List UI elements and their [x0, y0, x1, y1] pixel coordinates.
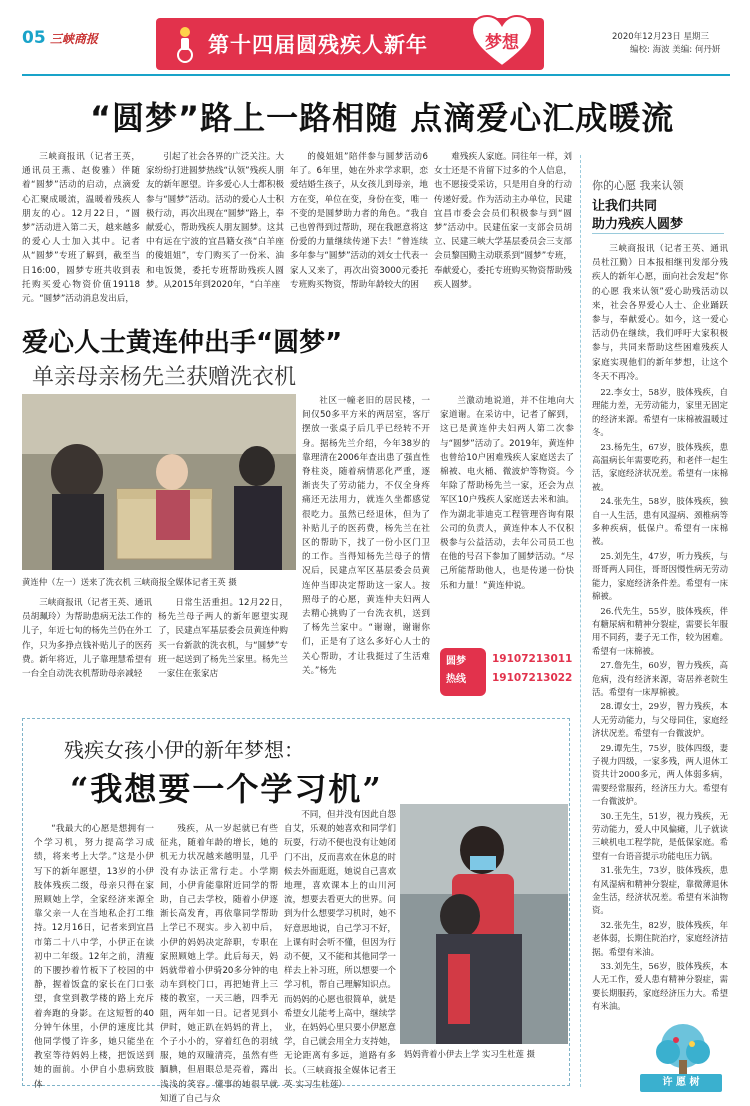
photo-caption-story3: 妈妈背着小伊去上学 实习生杜莲 摄 [404, 1049, 535, 1059]
hotline-label-1: 圆梦 [446, 656, 466, 667]
story2-column-1: 三峡商报讯（记者王英、通讯员胡珮玲）为帮助患病无法工作的儿子，年近七旬的杨先兰仍在外工作，只为多挣点钱补贴儿子的医药费。新年将近，儿子靠理慧希望有一台全自动洗衣机帮助母亲减轻 [22, 598, 152, 680]
subheadline-story2: 单亲母亲杨先兰获赠洗衣机 [32, 365, 297, 390]
story3-column-2: 残疾，从一岁起就已有些征兆，随着年龄的增长，她的机无力状况越来越明显，几乎没有办法正常行走。小学期间，小伊肯能靠附近同学的帮助，自己去学校，随着小伊逐渐长高发育，再依靠同学帮助上学已不现实。步入初中后，小伊的妈妈决定辞职，专职在家照顾她上学。此后每天，妈妈就带着小伊骑20多分钟的电动车到校门口，再把她背上三楼的教室，一天三趟，四季无阻，两年如一日。记者见到小伊时，她正趴在妈妈的背上，个子小小的，穿着红色的羽绒服，她的双瞳清亮，虽然有些腼腆，但眉眼总是亮着，露出浅浅的笑容。懂事的她很早就知道了自己与众 [160, 824, 278, 1104]
wish-item: 31.张先生，73岁，肢体残疾，患有风湿病和精神分裂症，靠微薄退休金生活，经济状况差。希望有米油物资。 [592, 865, 728, 916]
hotline-number-1: 19107213011 [492, 653, 573, 665]
wish-item: 29.谭先生，75岁，肢体四级，妻子视力四级，一家多残，两人退休工资共计2000多元，两人体弱多病，需要经常服药，经济压力大。希望有一台微波炉。 [592, 742, 728, 807]
mother-carrying-girl-photo [400, 804, 568, 1044]
sidebar-heading-2: 助力残疾人圆梦 [592, 217, 684, 232]
sidebar-heading-1: 让我们共同 [592, 199, 658, 214]
banner-heart-word: 梦想 [485, 33, 519, 53]
wish-item: 33.刘先生，56岁，肢体残疾，本人无工作，爱人患有精神分裂症，需要长期服药，家庭经济压力大。希望有米油。 [592, 961, 728, 1012]
headline-story3: “我想要一个学习机” [70, 770, 383, 808]
issue-date: 2020年12月23日 星期三 [612, 32, 709, 42]
story1-column-1: 三峡商报讯（记者王英，通讯员王燕、赵俊雅）伴随着“圆梦”活动的启动，点滴爱心汇聚成暖流，温暖着残疾人朋友的心。12月22日，“圆梦”活动进入第二天，越来越多的爱心人士加入其中。记者从“圆梦”专班了解到，截至当日16:00，圆梦专班共收到表托购买爱心物资价值19118元。“圆梦”活动消息发出后， [22, 152, 140, 305]
story3-column-3: 不同，但并没有因此自怨自艾，乐观的她喜欢和同学们玩耍，行动不便也没有让她闭门不出，反而喜欢在休息的时候去外面逛逛，她说自己喜欢地理，喜欢课本上的山川河流，想要去看更大的世界。问到为什么想要学习机时，她不好意思地说，自己学习不好，上课有时会听不懂，但因为行动不便，又不能和其他同学一样去上补习班，所以想要一个学习机，帮自己理解知识点。而妈妈的心愿也很简单，就是希望女儿能考上高中，继续学业，在妈妈心里只要小伊愿意学，自己就会用全力支持她，无论距离有多远，道路有多长。（三峡商报全媒体记者王英 实习生杜莲） [284, 810, 396, 1090]
wish-item: 28.谭女士，29岁，智力残疾，本人无劳动能力，与父母同住，家庭经济状况差。希望有一台微波炉。 [592, 701, 728, 739]
banner-title: 第十四届圆残疾人新年 [208, 33, 428, 57]
sidebar-intro: 三峡商报讯（记者王英、通讯员杜江勤）日本报相继刊发部分残疾人的新年心愿，面向社会发起“你的心愿 我来认领”爱心助残活动以来，社会各界爱心人士、企业踊跃参与，奉献爱心。如今，这一爱心活动仍在继续，我们呼吁大家积极参与，共同来帮助这些困难残疾人家庭实现他们的新年梦想，让这个冬天不再冷。 [592, 244, 728, 382]
wish-tree-label: 许 愿 树 [640, 1074, 722, 1092]
washing-machine-photo [22, 394, 296, 570]
story1-column-3: 的傻姐姐”陪伴参与圆梦活动6年了。6年里，她在外求学求职，恋爱结婚生孩子，从女孩儿到母亲，地方在变，单位在变，身份在变，唯一不变的是圆梦助力者的角色。“我自己也曾得到过帮助，现在我愿意将这份爱的力量继续传递下去！”曾连续多年参与“圆梦”活动的刘女士代表一家人又来了，再次出资3000元委托专班购买物资，帮助年龄较大的困 [290, 152, 428, 290]
wish-item: 24.张先生，58岁，肢体残疾，独自一人生活，患有风湿病、颈椎病等多种疾病，低保户。希望有一床棉被。 [592, 496, 728, 547]
kicker-story3: 残疾女孩小伊的新年梦想： [64, 738, 304, 762]
hotline-number-2: 19107213022 [492, 672, 573, 684]
story1-column-2: 引起了社会各界的广泛关注。大家纷纷打进圆梦热线“认领”残疾人朋友的新年愿望。许多爱心人士都积极参与“圆梦”活动。活动的爱心人士积极行动，再次出现在“圆梦”路上，奉献爱心，帮助残疾人朋友圆梦。这其中有远在宁波的宜昌籍女孩“白羊座的傻姐姐”，专门购买了一份米、油和电饭煲，委托专班帮助残疾人圆梦。从2015年到2020年，“白羊座 [146, 152, 284, 290]
newspaper-logo: 三峡商报 [50, 32, 99, 46]
page-number: 05 [22, 28, 46, 48]
wish-item: 30.王先生，51岁，视力残疾，无劳动能力，爱人中风偏瘫，儿子就读三峡机电工程学院，是低保家庭。希望有一台语音提示功能电压力锅。 [592, 810, 728, 861]
wish-item: 25.刘先生，47岁，听力残疾，与哥哥两人同住，哥哥因慢性病无劳动能力，家庭经济条件差。希望有一床棉被。 [592, 550, 728, 602]
photo-caption-story2: 黄连仲（左一）送来了洗衣机 三峡商报全媒体记者王英 摄 [22, 577, 237, 587]
header-divider [22, 74, 730, 76]
sidebar-divider [592, 233, 724, 234]
heart-icon [470, 14, 534, 70]
wish-item: 27.詹先生，60岁，智力残疾，高危病，没有经济来源，寄居养老院生活。希望有一床厚棉被。 [592, 660, 728, 697]
editor-credits: 编校: 海波 美编: 何丹妍 [630, 45, 721, 55]
story2-column-4: 兰激动地说道，并不住地向大家道谢。在采访中，记者了解到，这已是黄连仲夫妇两人第二次参与“圆梦”活动了。2019年，黄连仲也曾给10户困难残疾人家庭送去了棉被、电火桶、微波炉等物资。今年除了帮助杨先兰一家，还会为点军区10户残疾人家庭送去米和油。作为湖北菲迪克工程管理咨询有限公司的负责人，黄连仲本人不仅积极参与公益活动，去年公司员工也在他的号召下参加了圆梦活动。“尽己所能帮助他人，也是传递一份快乐和力量！”黄连仲说。 [440, 396, 574, 591]
story1-column-4: 难残疾人家庭。同往年一样，刘女士还是不肯留下过多的个人信息，也不愿接受采访，只是用自身的行动传递好爱。作为活动主办单位，民建宜昌市委会会员们积极参与到“圆梦”活动中。民建伍家一支部会员胡立、民建三峡大学基层委员会三支部会员黎国勤主动联系到“圆梦”专班，奉献爱心，委托专班购买物资帮助残疾人圆梦。 [434, 152, 572, 290]
wish-item: 23.杨先生，67岁，肢体残疾，患高温病长年需要吃药，和老伴一起生活，家庭经济状况差。希望有一床棉被。 [592, 441, 728, 492]
headline-story2: 爱心人士黄连仲出手“圆梦” [22, 328, 343, 358]
sidebar-kicker: 你的心愿 我来认领 [592, 179, 684, 192]
headline-story1: “圆梦”路上一路相随 点滴爱心汇成暖流 [90, 99, 675, 137]
wish-item: 22.李女士，58岁，肢体残疾，自理能力差，无劳动能力，家里无固定的经济来源。希望有一床棉被温暖过冬。 [592, 387, 728, 438]
wish-item: 26.代先生，55岁，肢体残疾，伴有糖尿病和精神分裂症，需要长年服用不同药，妻子无工作，较为困难。希望有一床棉被。 [592, 605, 728, 656]
wish-item: 32.张先生，82岁，肢体残疾，年老体弱，长期住院治疗，家庭经济拮据。希望有米油。 [592, 919, 728, 957]
story3-column-1: “我最大的心愿是想拥有一个学习机，努力提高学习成绩，将来考上大学。”这是小伊写下的新年愿望，13岁的小伊肢体残疾二级，母亲只得在家照顾她上学，全家经济来源全靠父亲一人在当地私企打工维持。12月16日，记者来到宜昌市第二十八中学，小伊正在读初中二年级。12年之前，清瘦的下腰抄着竹板下了校园的中静，握着饭盒的家长在门口张望，食堂到教学楼的路上充斥着奔跑的身影。在这短暂的40分钟午休里，小伊的速度比其他同学慢了许多，她只能坐在教室等待妈妈上楼，把饭送到她的面前。小伊自小患病致肢体 [34, 824, 154, 1090]
hotline-label-2: 热线 [446, 674, 466, 685]
story2-column-2: 日常生活重担。12月22日，杨先兰母子两人的新年愿望实现了，民建点军基层委会员黄连仲购买一台新款的洗衣机，与“圆梦”专班一起送到了杨先兰家里。杨先兰一家住在张家店 [158, 598, 288, 680]
sidebar-items [592, 386, 728, 1016]
story2-column-3: 社区一幢老旧的居民楼，一间仅50多平方米的两居室，客厅摆放一张桌子后几乎已经转不开身。据杨先兰介绍，今年38岁的靠理清在2006年查出患了强直性脊柱炎，随着病情恶化严重，逐渐丧失了劳动能力，不仅全身疼痛还无法用力，就连久坐都感觉很吃力。虽然已经退休，但为了补贴儿子的医药费，杨先兰在社区的帮助下，找了一份小区门卫的工作。当得知杨先兰母子的情况后，民建点军区基层委会员黄连仲当即决定帮助这一家人。按照母子的心愿，黄连仲夫妇两人去精心挑购了一台洗衣机，送到了杨先兰家中。“谢谢，谢谢你们，正是有了这么多好心人士的关心帮助，才让我挺过了生活难关。”杨先 [302, 396, 430, 676]
wheelchair-icon [166, 24, 204, 64]
